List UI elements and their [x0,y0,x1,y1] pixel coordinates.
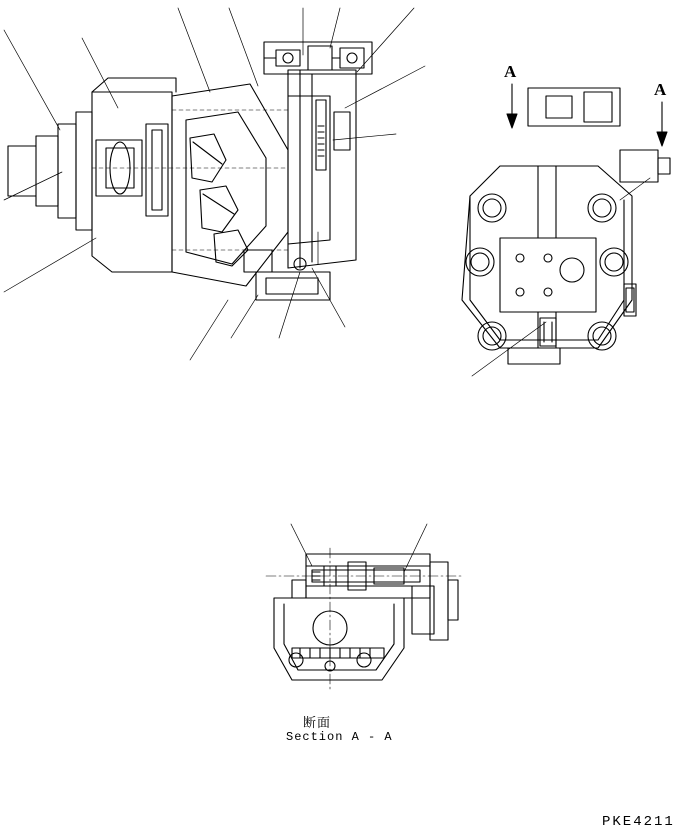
end-face-outline [462,88,670,364]
section-arrows [507,84,667,146]
section-caption-english: Section A - A [286,730,393,744]
section-view-outline [266,548,462,690]
section-mark-left: A [504,62,517,81]
section-view-leader-lines [291,524,427,572]
main-view-leader-lines [4,8,425,360]
pump-body-hidden-lines [92,110,288,250]
pump-body-outline [8,42,372,300]
section-caption-japanese: 断面 [303,716,332,731]
drawing-number: PKE4211 [602,814,675,830]
section-mark-right: A [654,80,667,99]
